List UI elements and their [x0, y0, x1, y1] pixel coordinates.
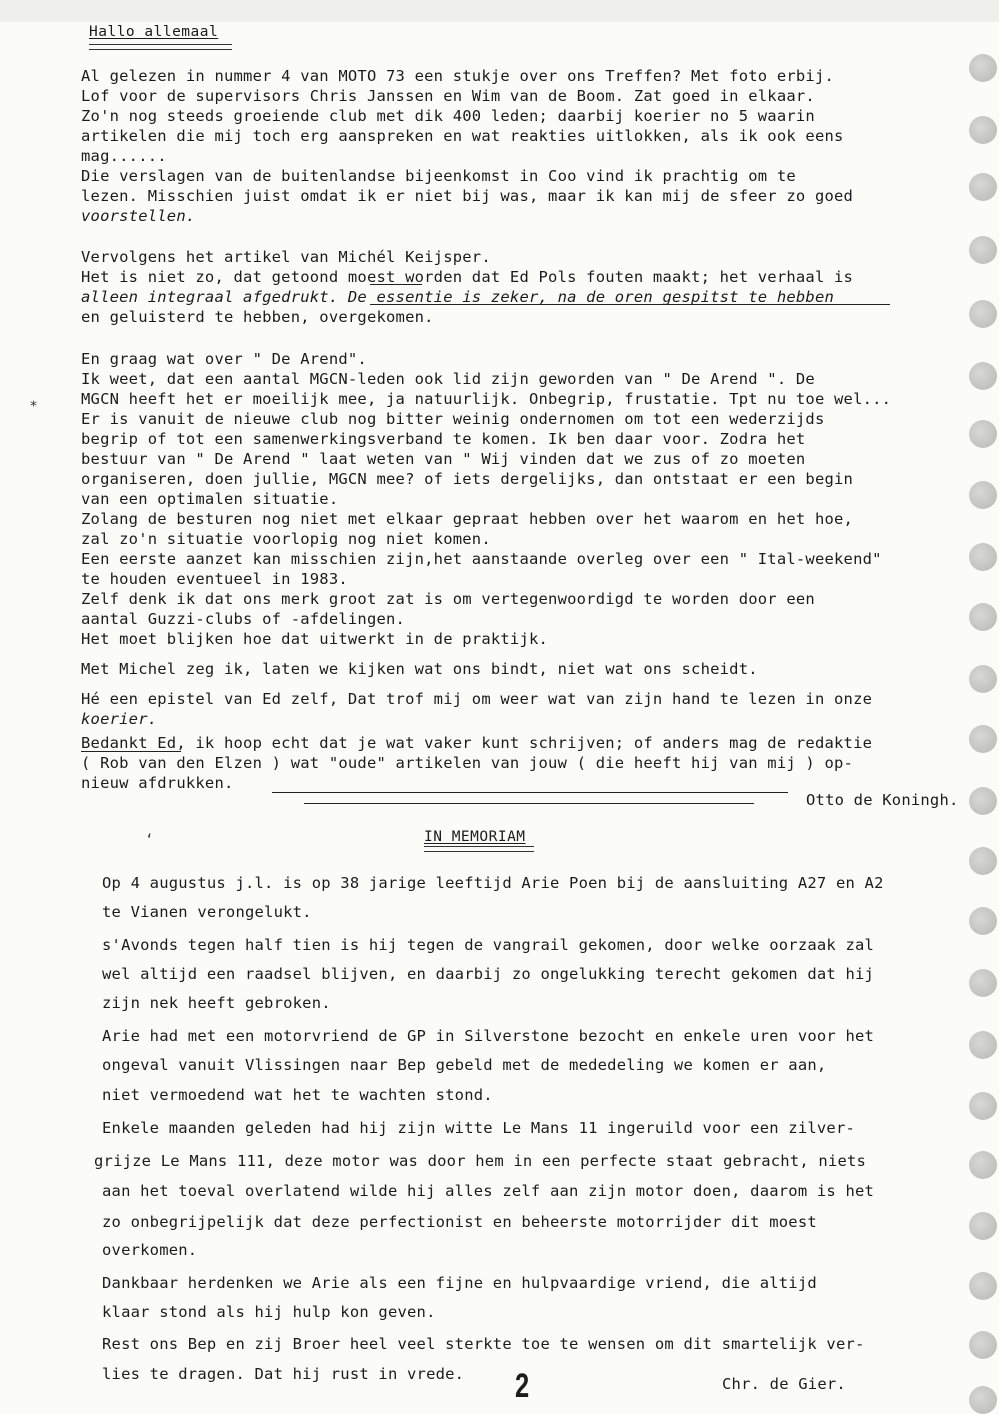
text-line: Zolang de besturen nog niet met elkaar gepraat hebben over het waarom en het hoe, — [81, 510, 854, 528]
text-line: aan het toeval overlatend wilde hij alles zelf aan zijn motor doen, daarom is het — [102, 1182, 875, 1200]
punch-hole — [969, 787, 997, 815]
memoriam-signature: Chr. de Gier. — [722, 1375, 846, 1393]
punch-hole — [969, 603, 997, 631]
underline-bedankt — [81, 751, 181, 752]
text-line: aantal Guzzi-clubs of -afdelingen. — [81, 610, 406, 628]
punch-hole — [969, 847, 997, 875]
punch-hole — [969, 665, 997, 693]
punch-hole — [969, 116, 997, 144]
punch-hole — [969, 173, 997, 201]
text-line: Lof voor de supervisors Chris Janssen en Wim van de Boom. Zat goed in elkaar. — [81, 87, 815, 105]
punch-hole — [969, 1031, 997, 1059]
text-line: te Vianen verongelukt. — [102, 903, 312, 921]
text-line: Zo'n nog steeds groeiende club met dik 400 leden; daarbij koerier no 5 waarin — [81, 107, 815, 125]
text-line: Ik weet, dat een aantal MGCN-leden ook lid zijn geworden van " De Arend ". De — [81, 370, 815, 388]
margin-mark: ʻ — [145, 832, 154, 848]
letter-heading: Hallo allemaal — [89, 24, 219, 40]
text-line: zal zo'n situatie voorlopig nog niet komen. — [81, 530, 491, 548]
text-line: zijn nek heeft gebroken. — [102, 994, 331, 1012]
scan-top-edge — [0, 0, 999, 22]
text-line: Rest ons Bep en zij Broer heel veel sterkte toe te wensen om dit smartelijk ver- — [102, 1335, 865, 1353]
punch-hole — [969, 969, 997, 997]
punch-hole — [969, 725, 997, 753]
text-line: mag...... — [81, 147, 167, 165]
text-line: voorstellen. — [81, 207, 196, 225]
text-line: klaar stond als hij hulp kon geven. — [102, 1303, 436, 1321]
text-line: ongeval vanuit Vlissingen naar Bep gebeld met de mededeling we komen er aan, — [102, 1056, 827, 1074]
text-line: wel altijd een raadsel blijven, en daarbij zo ongelukking terecht gekomen dat hij — [102, 965, 875, 983]
text-line: Die verslagen van de buitenlandse bijeenkomst in Coo vind ik prachtig om te — [81, 167, 796, 185]
text-line: overkomen. — [102, 1241, 198, 1259]
separator-rule — [304, 803, 754, 804]
underline-essentie — [370, 304, 890, 305]
text-line: Op 4 augustus j.l. is op 38 jarige leeftijd Arie Poen bij de aansluiting A27 en A2 — [102, 874, 884, 892]
punch-hole — [969, 481, 997, 509]
text-line: zo onbegrijpelijk dat deze perfectionist en beheerste motorrijder dit moest — [102, 1213, 817, 1231]
text-line: Het is niet zo, dat getoond moest worden dat Ed Pols fouten maakt; het verhaal is — [81, 268, 854, 286]
text-line: Het moet blijken hoe dat uitwerkt in de praktijk. — [81, 630, 549, 648]
text-line: Dankbaar herdenken we Arie als een fijne en hulpvaardige vriend, die altijd — [102, 1274, 817, 1292]
text-line: van een optimalen situatie. — [81, 490, 339, 508]
text-line: Met Michel zeg ik, laten we kijken wat ons bindt, niet wat ons scheidt. — [81, 660, 758, 678]
text-line: Een eerste aanzet kan misschien zijn,het aanstaande overleg over een " Ital-weekend" — [81, 550, 882, 568]
text-line: alleen integraal afgedrukt. De essentie is zeker, na de oren gespitst te hebben — [81, 288, 835, 306]
text-line: Enkele maanden geleden had hij zijn witte Le Mans 11 ingeruild voor een zilver- — [102, 1119, 856, 1137]
punch-hole — [969, 54, 997, 82]
memoriam-heading: IN MEMORIAM — [424, 829, 526, 845]
margin-mark: ⁎ — [30, 394, 37, 410]
text-line: begrip of tot een samenwerkingsverband te komen. Ik ben daar voor. Zodra het — [81, 430, 806, 448]
text-line: lies te dragen. Dat hij rust in vrede. — [102, 1365, 465, 1383]
text-line: Al gelezen in nummer 4 van MOTO 73 een stukje over ons Treffen? Met foto erbij. — [81, 67, 835, 85]
text-line: organiseren, doen jullie, MGCN mee? of iets dergelijks, dan ontstaat er een begin — [81, 470, 854, 488]
text-line: koerier. — [81, 710, 158, 728]
text-line: ( Rob van den Elzen ) wat "oude" artikelen van jouw ( die heeft hij van mij ) op- — [81, 754, 854, 772]
text-line: lezen. Misschien juist omdat ik er niet bij was, maar ik kan mij de sfeer zo goed — [81, 187, 854, 205]
text-line: te houden eventueel in 1983. — [81, 570, 348, 588]
punch-hole — [969, 1212, 997, 1240]
text-line: En graag wat over " De Arend". — [81, 350, 367, 368]
punch-hole — [969, 1331, 997, 1359]
text-line: Hé een epistel van Ed zelf, Dat trof mij om weer wat van zijn hand te lezen in onze — [81, 690, 873, 708]
text-line: en geluisterd te hebben, overgekomen. — [81, 308, 434, 326]
text-line: MGCN heeft het er moeilijk mee, ja natuurlijk. Onbegrip, frustatie. Tpt nu toe wel... — [81, 390, 892, 408]
punch-hole — [969, 543, 997, 571]
text-line: Er is vanuit de nieuwe club nog bitter weinig ondernomen om tot een wederzijds — [81, 410, 825, 428]
text-line: bestuur van " De Arend " laat weten van " Wij vinden dat we zus of zo moeten — [81, 450, 806, 468]
heading-double-underline — [424, 846, 534, 852]
binder-holes — [959, 0, 999, 1411]
punch-hole — [969, 1272, 997, 1300]
letter-signature: Otto de Koningh. — [806, 791, 959, 809]
punch-hole — [969, 1092, 997, 1120]
text-line: Vervolgens het artikel van Michél Keijsper. — [81, 248, 491, 266]
punch-hole — [969, 300, 997, 328]
page-number: 2 — [515, 1367, 530, 1405]
text-line: niet vermoedend wat het te wachten stond. — [102, 1086, 493, 1104]
text-line: artikelen die mij toch erg aanspreken en wat reakties uitlokken, als ik ook eens — [81, 127, 844, 145]
text-line: Arie had met een motorvriend de GP in Silverstone bezocht en enkele uren voor het — [102, 1027, 875, 1045]
text-line: Bedankt Ed, ik hoop echt dat je wat vaker kunt schrijven; of anders mag de redaktie — [81, 734, 873, 752]
punch-hole — [969, 420, 997, 448]
punch-hole — [969, 1151, 997, 1179]
punch-hole — [969, 1386, 997, 1414]
heading-double-underline — [89, 44, 232, 50]
text-line: nieuw afdrukken. — [81, 774, 234, 792]
underline-moest — [370, 284, 422, 285]
punch-hole — [969, 236, 997, 264]
text-line: Zelf denk ik dat ons merk groot zat is om vertegenwoordigd te worden door een — [81, 590, 815, 608]
text-line: grijze Le Mans 111, deze motor was door hem in een perfecte staat gebracht, niets — [94, 1152, 867, 1170]
text-line: s'Avonds tegen half tien is hij tegen de vangrail gekomen, door welke oorzaak zal — [102, 936, 875, 954]
punch-hole — [969, 907, 997, 935]
separator-rule — [272, 792, 788, 793]
punch-hole — [969, 362, 997, 390]
